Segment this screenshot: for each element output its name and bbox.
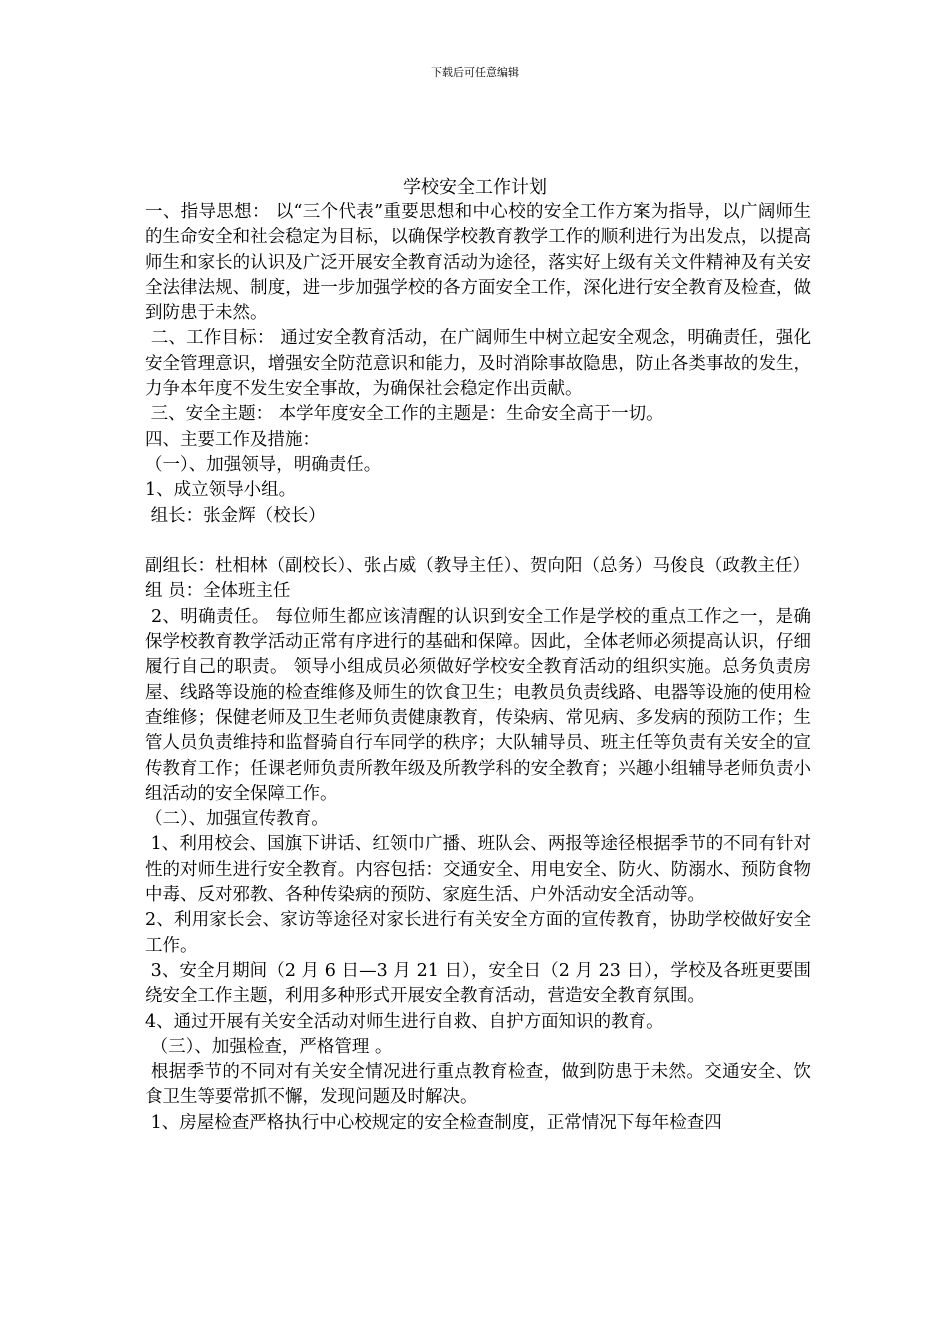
item-publicity-3: 3、安全月期间（2 月 6 日—3 月 21 日），安全日（2 月 23 日），学校及各班更要围绕安全工作主题，利用多种形式开展安全教育活动，营造安全教育氛围。 (145, 960, 811, 1007)
subsection-leadership-heading: （一）、加强领导，明确责任。 (145, 454, 382, 475)
subsection-inspection-heading: （三）、加强检查，严格管理 。 (145, 1036, 393, 1057)
deputy-leaders-line: 副组长：杜相林（副校长）、张占威（教导主任）、贺向阳（总务）马俊良（政教主任） (145, 530, 810, 577)
inspection-intro: 根据季节的不同对有关安全情况进行重点教育检查，做到防患于未然。交通安全、饮食卫生等要常抓不懈，发现问题及时解决。 (145, 1062, 811, 1108)
item-publicity-1: 1、利用校会、国旗下讲话、红领巾广播、班队会、两报等途径根据季节的不同有针对性的对师生进行安全教育。内容包括：交通安全、用电安全、防火、防溺水、预防食物中毒、反对邪教、各种传染病的预防、家庭生活、户外活动安全活动等。 (145, 834, 811, 906)
group-leader-line: 组长：张金辉（校长） (145, 505, 326, 526)
group-members-line: 组 员：全体班主任 (145, 581, 291, 602)
page-header-note: 下载后可任意编辑 (431, 66, 519, 79)
document-body (145, 200, 811, 1136)
item-clarify-responsibility: 2、明确责任。 每位师生都应该清醒的认识到安全工作是学校的重点工作之一，是确保学校教育教学活动正常有序进行的基础和保障。因此，全体老师必须提高认识，仔细履行自己的职责。 领导小组成员必须做好学校安全教育活动的组织实施。总务负责房屋、线路等设施的检查维修及师生的饮食卫生；电教员负责线路、电器等设施的使用检查维修；保健老师及卫生老师负责健康教育，传染病、常见病、多发病的预防工作；生管人员负责维持和监督骑自行车同学的秩序；大队辅导员、班主任等负责有关安全的宣传教育工作；任课老师负责所教年级及所教学科的安全教育；兴趣小组辅导老师负责小组活动的安全保障工作。 (145, 606, 811, 804)
section-work-goals: 二、工作目标： 通过安全教育活动，在广阔师生中树立起安全观念，明确责任，强化安全管理意识，增强安全防范意识和能力，及时消除事故隐患，防止各类事故的发生，力争本年度不发生安全事故，为确保社会稳定作出贡献。 (145, 328, 811, 400)
section-main-measures-heading: 四、主要工作及措施： (145, 429, 320, 450)
item-publicity-2: 2、利用家长会、家访等途径对家长进行有关安全方面的宣传教育，协助学校做好安全工作。 (145, 910, 811, 956)
item-establish-group: 1、成立领导小组。 (145, 480, 297, 501)
section-guiding-ideology: 一、指导思想： 以“三个代表”重要思想和中心校的安全工作方案为指导，以广阔师生的生命安全和社会稳定为目标，以确保学校教育教学工作的顺利进行为出发点，以提高师生和家长的认识及广泛开展安全教育活动为途径，落实好上级有关文件精神及有关安全法律法规、制度，进一步加强学校的各方面安全工作，深化进行安全教育及检查，做到防患于未然。 (145, 202, 811, 324)
item-inspection-1: 1、房屋检查严格执行中心校规定的安全检查制度，正常情况下每年检查四 (145, 1112, 722, 1133)
item-publicity-4: 4、通过开展有关安全活动对师生进行自救、自护方面知识的教育。 (145, 1011, 664, 1032)
section-safety-theme: 三、安全主题： 本学年度安全工作的主题是：生命安全高于一切。 (145, 404, 664, 425)
document-title: 学校安全工作计划 (403, 177, 547, 198)
subsection-publicity-heading: （二）、加强宣传教育。 (145, 809, 329, 830)
